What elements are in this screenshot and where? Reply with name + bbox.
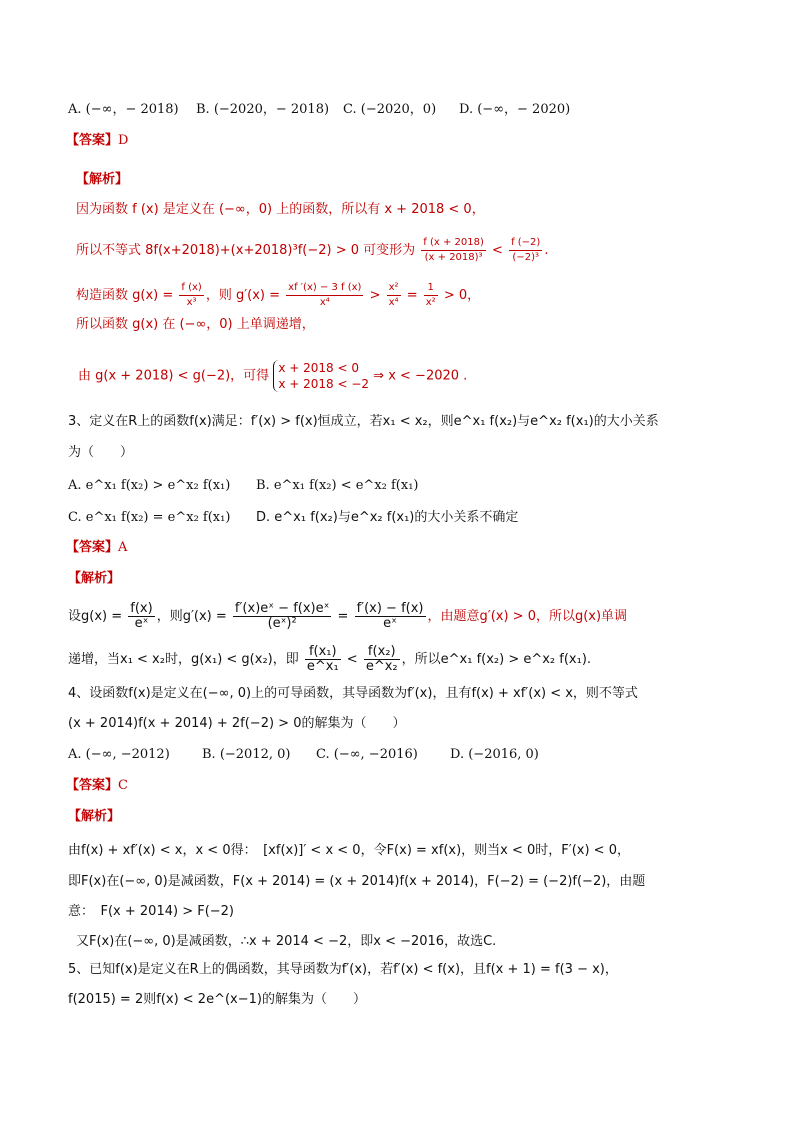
q3-stem-1: 3、定义在R上的函数f(x)满足：f′(x) > f(x)恒成立，若x₁ < x₂，则e^x₁ f(x₂)与e^x₂ f(x₁)的大小关系	[68, 414, 659, 429]
answer-label: 【答案】	[66, 133, 119, 148]
q2-answer	[66, 132, 128, 150]
q2-analysis-line-3: 构造函数 g(x) = $\frac{f (x)}{\text{x³}}$ ，则 g′(x) = $\frac{xf '(x) - 3 f (x)}{\text{x⁴}}$ > $\frac{\text{x²}}{\text{x⁴}}$ = $\frac{1}{\text{x²}}$ > 0，	[76, 282, 481, 308]
q4-analysis-line-4: 又F(x)在(−∞, 0)是减函数，∴x + 2014 < −2，即x < −2016，故选C.	[76, 934, 497, 949]
q3-analysis-line-1: 设g(x) = $\frac{f(x)}{\text{eˣ}}$ ，则g′(x) = $\frac{\text{f′(x)eˣ − f(x)eˣ}}{\text{(eˣ)²}}$ = $\frac{f'(x) - f(x)}{\text{eˣ}}$ ，由题意g′(x) > 0，所以g(x)单调	[68, 601, 628, 631]
q2-analysis-line-4: 所以函数 g(x) 在 (−∞，0) 上单调递增，	[76, 317, 315, 332]
q4-analysis-line-1: 由f(x) + xf′(x) < x，x < 0得： [xf(x)]′ < x < 0，令F(x) = xf(x)，则当x < 0时，F′(x) < 0，	[68, 843, 630, 858]
q2-analysis-label: 【解析】	[76, 172, 129, 187]
fraction: $\frac{f (-2)}{\text{(−2)³}}$	[511, 237, 541, 263]
q5-stem-1: 5、已知f(x)是定义在R上的偶函数，其导函数为f′(x)，若f′(x) < f(x)，且f(x + 1) = f(3 − x)，	[68, 962, 618, 977]
q3-analysis-line-2: 递增，当x₁ < x₂时，g(x₁) < g(x₂)，即 $\frac{\text{f(x₁)}}{\text{e\textasciicircum{}x₁}}$ < $\frac{\text{f(x₂)}}{\text{e\textasciicircum{}x₂}}$ ，所以e^x₁ f(x₂) > e^x₂ f(x₁).	[68, 644, 592, 674]
q2-option-c: C. (−2020，0)	[343, 102, 437, 117]
q4-option-b: B. (−2012, 0)	[202, 747, 291, 762]
q3-analysis-label: 【解析】	[68, 571, 121, 586]
q3-option-a: A. e^x₁ f(x₂) > e^x₂ f(x₁)	[68, 478, 231, 493]
q4-option-d: D. (−2016, 0)	[450, 747, 539, 762]
q2-analysis-line-2: 所以不等式 8f(x+2018)+(x+2018)³f(−2) > 0 可变形为 $\frac{f (x + 2018)}{\text{(x + 2018)³}}$ < $\frac{f (-2)}{\text{(−2)³}}$ .	[76, 237, 549, 263]
q3-option-b: B. e^x₁ f(x₂) < e^x₂ f(x₁)	[256, 478, 419, 493]
q3-option-c: C. e^x₁ f(x₂) = e^x₂ f(x₁)	[68, 510, 231, 525]
fraction: $\frac{\text{x²}}{\text{x⁴}}$	[388, 282, 399, 308]
q4-option-c: C. (−∞, −2016)	[316, 747, 418, 762]
q3-stem-2: 为（ ）	[68, 445, 134, 460]
system-brace: x + 2018 < 0 x + 2018 < −2	[273, 360, 369, 392]
q2-analysis-line-1: 因为函数 f (x) 是定义在 (−∞，0) 上的函数，所以有 x + 2018 < 0，	[76, 202, 485, 217]
q2-option-d: D. (−∞，− 2020)	[459, 102, 571, 117]
fraction: $\frac{f (x)}{\text{x³}}$	[181, 282, 202, 308]
q2-option-a: A. (−∞，− 2018)	[68, 102, 179, 117]
q2-option-b: B. (−2020，− 2018)	[196, 102, 330, 117]
fraction: $\frac{\text{f′(x)eˣ − f(x)eˣ}}{\text{(eˣ)²}}$	[234, 601, 330, 631]
answer-value: D	[118, 133, 129, 148]
q4-analysis-label: 【解析】	[68, 809, 121, 824]
fraction: $\frac{f (x + 2018)}{\text{(x + 2018)³}}$	[423, 237, 484, 263]
q4-analysis-line-2: 即F(x)在(−∞, 0)是减函数，F(x + 2014) = (x + 2014)f(x + 2014)，F(−2) = (−2)f(−2)，由题	[68, 874, 646, 889]
q4-stem-2: (x + 2014)f(x + 2014) + 2f(−2) > 0的解集为（ ）	[68, 716, 406, 731]
q2-analysis-line-5: 由 g(x + 2018) < g(−2)，可得 x + 2018 < 0 x + 2018 < −2 ⇒ x < −2020 .	[78, 361, 468, 391]
fraction: $\frac{xf '(x) - 3 f (x)}{\text{x⁴}}$	[288, 282, 362, 308]
fraction: $\frac{1}{\text{x²}}$	[425, 282, 436, 308]
fraction: $\frac{f(x)}{\text{eˣ}}$	[130, 601, 153, 631]
fraction: $\frac{f'(x) - f(x)}{\text{eˣ}}$	[356, 601, 424, 631]
q3-answer: 【答案】A	[66, 540, 128, 555]
fraction: $\frac{\text{f(x₂)}}{\text{e\textasciicircum{}x₂}}$	[365, 644, 398, 674]
q4-answer: 【答案】C	[66, 778, 128, 793]
q4-analysis-line-3: 意： F(x + 2014) > F(−2)	[68, 904, 234, 919]
q4-option-a: A. (−∞, −2012)	[68, 747, 170, 762]
fraction: $\frac{\text{f(x₁)}}{\text{e\textasciicircum{}x₁}}$	[306, 644, 339, 674]
q5-stem-2: f(2015) = 2则f(x) < 2e^(x−1)的解集为（ ）	[68, 992, 366, 1007]
q4-stem-1: 4、设函数f(x)是定义在(−∞, 0)上的可导函数，其导函数为f′(x)，且有f(x) + xf′(x) < x，则不等式	[68, 686, 638, 701]
q3-option-d: D. e^x₁ f(x₂)与e^x₂ f(x₁)的大小关系不确定	[256, 510, 519, 525]
